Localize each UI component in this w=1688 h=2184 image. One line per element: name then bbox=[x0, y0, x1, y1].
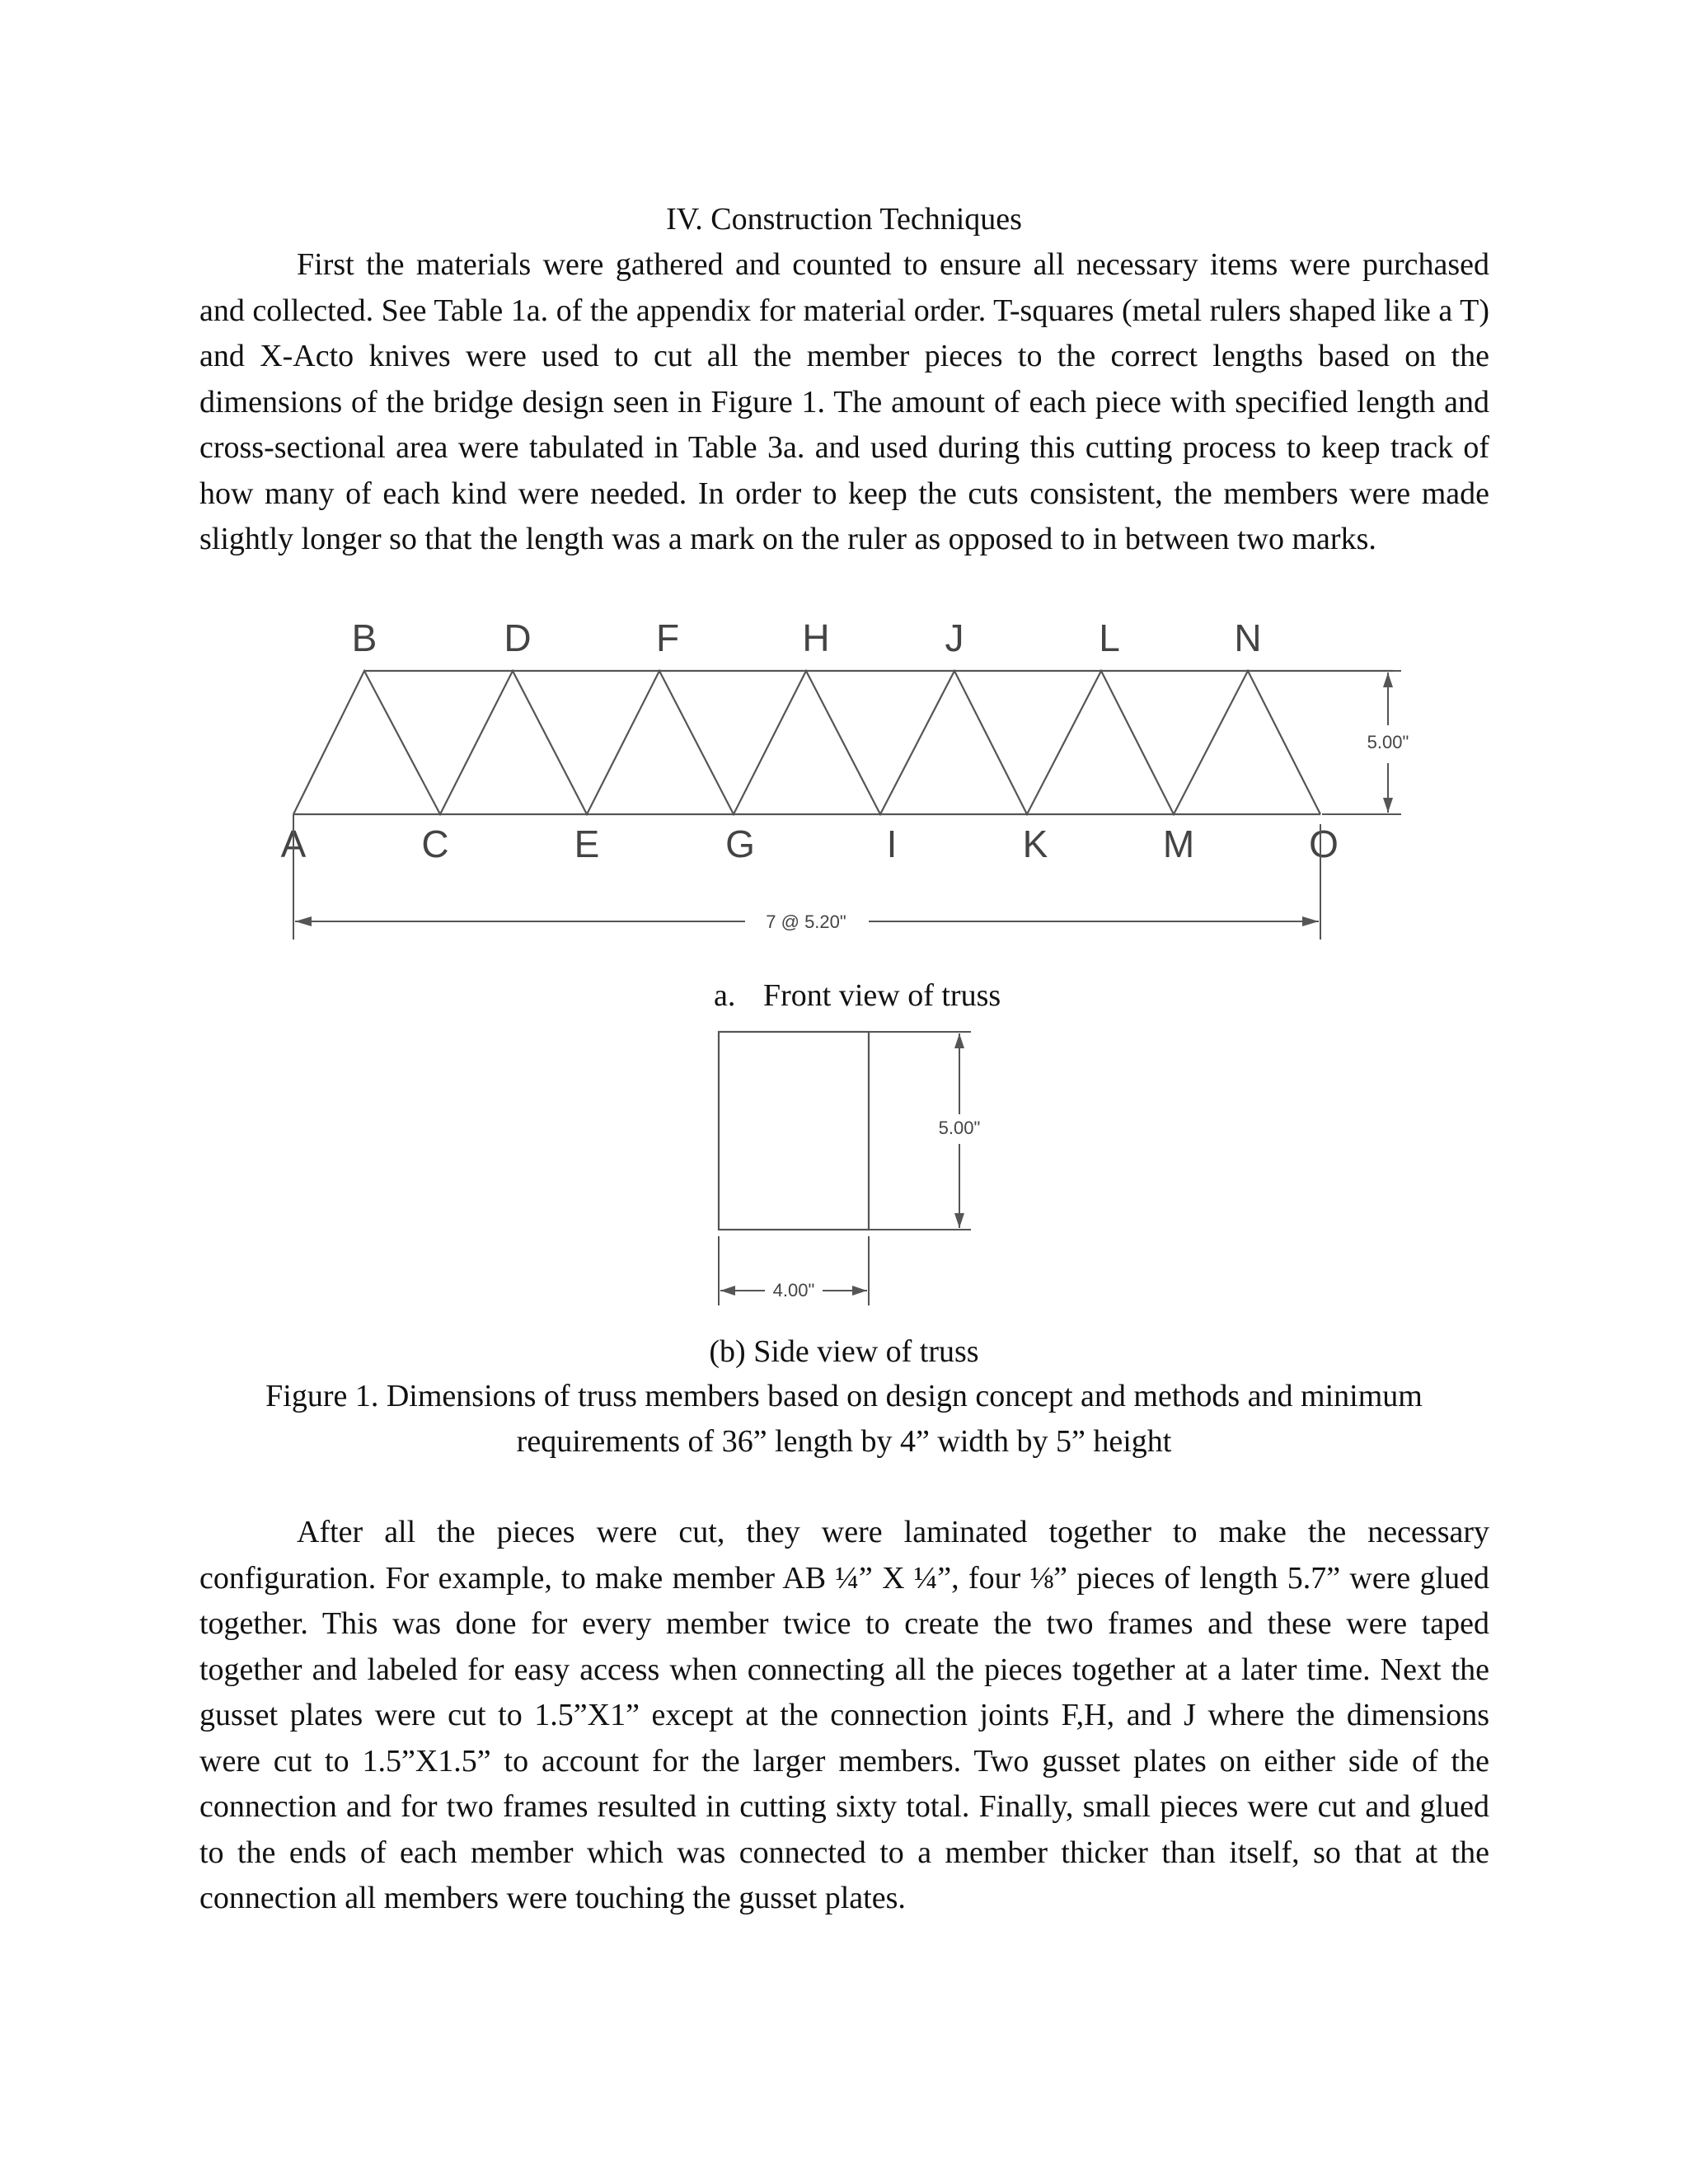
node-label-n: N bbox=[1234, 616, 1262, 659]
figure-1-caption: Figure 1. Dimensions of truss members based on design concept and methods and minimum requirements of 36” length by 4” width by 5” height bbox=[265, 1379, 1423, 1459]
paragraph-materials: First the materials were gathered and counted to ensure all necessary items were purchased and collected. See Table 1a. of the appendix for material order. T-squares (metal rulers shaped like a T) and X-Acto knives were used to cut all the member pieces to the correct lengths based on the dimensions of the bridge design seen in Figure 1. The amount of each piece with specified length and cross-sectional area were tabulated in Table 3a. and used during this cutting process to keep track of how many of each kind were needed. In order to keep the cuts consistent, the members were made slightly longer so that the length was a mark on the ruler as opposed to in between two marks. bbox=[199, 247, 1489, 556]
side-height-label: 5.00" bbox=[938, 1118, 981, 1138]
node-label-c: C bbox=[421, 823, 449, 865]
node-label-k: K bbox=[1022, 823, 1048, 865]
side-width-label: 4.00" bbox=[772, 1280, 815, 1301]
node-label-a: A bbox=[280, 823, 307, 865]
caption-side-view: (b) Side view of truss bbox=[709, 1334, 979, 1369]
front-view-truss bbox=[293, 671, 1393, 814]
node-label-h: H bbox=[802, 616, 830, 659]
caption-front-view-number: a. bbox=[714, 978, 736, 1013]
section-heading: IV. Construction Techniques bbox=[666, 202, 1022, 237]
paragraph-lamination: After all the pieces were cut, they were laminated together to make the necessary configuration. For example, to make member AB ¼” X ¼”, four ⅛” pieces of length 5.7” were glued together. This was done for every member twice to create the two frames and these were taped together and labeled for easy access when connecting all the pieces together at a later time. Next the gusset plates were cut to 1.5”X1” except at the connection joints F,H, and J where the dimensions were cut to 1.5”X1.5” to account for the larger members. Two gusset plates on either side of the connection and for two frames resulted in cutting sixty total. Finally, small pieces were cut and glued to the ends of each member which was connected to a member thicker than itself, so that at the connection all members were touching the gusset plates. bbox=[199, 1515, 1489, 1915]
node-label-i: I bbox=[886, 823, 898, 865]
node-label-d: D bbox=[504, 616, 532, 659]
node-label-o: O bbox=[1309, 823, 1339, 865]
side-view-truss bbox=[719, 1032, 869, 1230]
node-label-b: B bbox=[351, 616, 377, 659]
caption-front-view bbox=[714, 972, 1001, 1019]
caption-front-view-text: Front view of truss bbox=[763, 978, 1001, 1013]
front-height-label: 5.00" bbox=[1367, 732, 1409, 752]
node-label-j: J bbox=[945, 616, 964, 659]
node-label-m: M bbox=[1162, 823, 1195, 865]
node-label-l: L bbox=[1099, 616, 1120, 659]
side-view-rectangle bbox=[719, 1032, 869, 1230]
web-members bbox=[293, 671, 1320, 814]
node-label-g: G bbox=[725, 823, 755, 865]
node-label-f: F bbox=[655, 616, 680, 659]
span-dimension-label: 7 @ 5.20" bbox=[766, 912, 846, 932]
node-label-e: E bbox=[574, 823, 600, 865]
